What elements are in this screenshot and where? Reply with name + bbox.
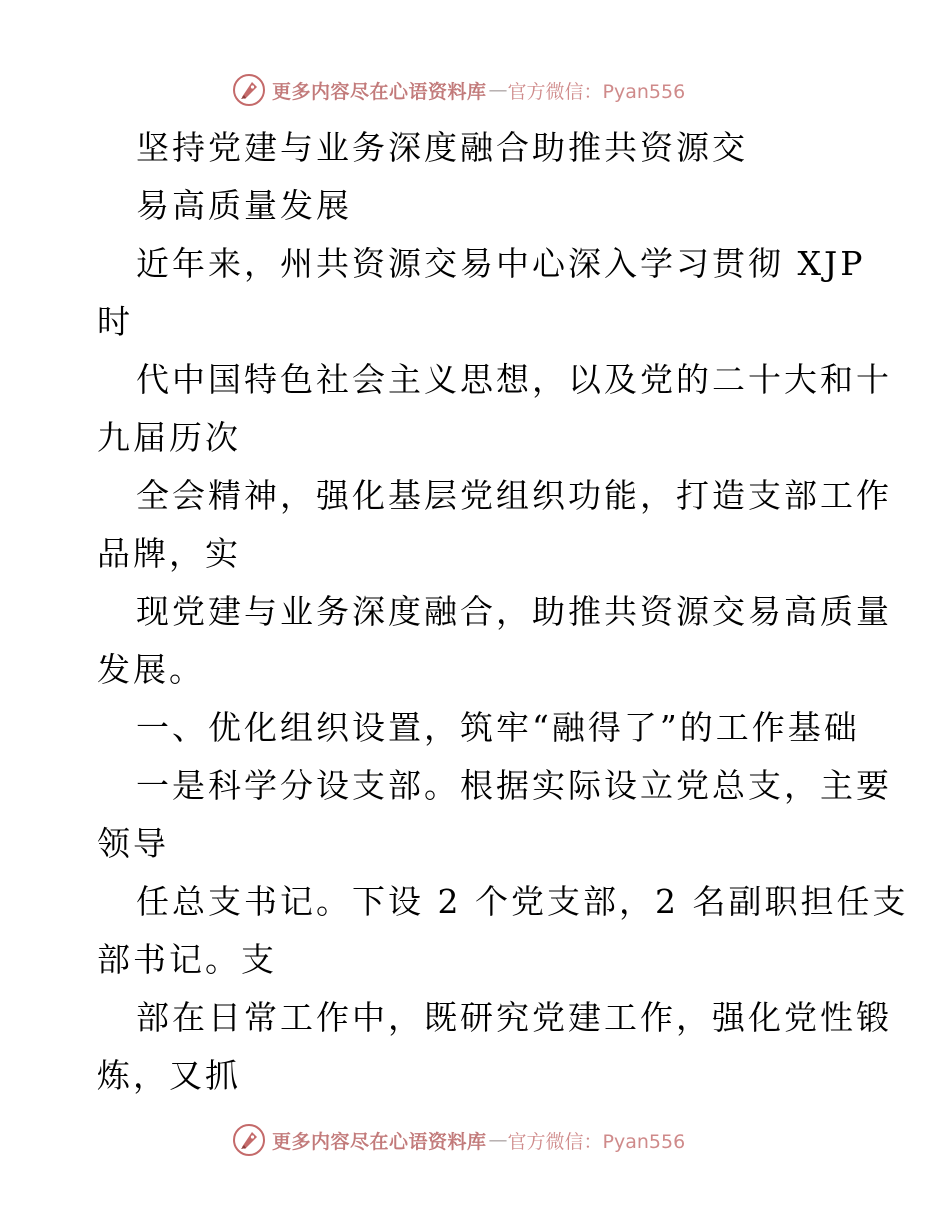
document-title-line-2: 易高质量发展 <box>136 186 352 225</box>
watermark-separator: — <box>488 79 508 101</box>
watermark-contact: 官方微信：Pyan556 <box>507 1130 686 1153</box>
body-line: 代中国特色社会主义思想，以及党的二十大和十 <box>136 360 892 399</box>
body-line: 全会精神，强化基层党组织功能，打造支部工作 <box>136 476 892 515</box>
watermark-separator: — <box>488 1129 508 1151</box>
body-line: 近年来，州共资源交易中心深入学习贯彻 XJP <box>136 244 866 283</box>
body-line: 部书记。支 <box>97 940 277 979</box>
body-line: 九届历次 <box>97 418 241 457</box>
body-line: 任总支书记。下设 2 个党支部，2 名副职担任支 <box>136 882 909 921</box>
body-line: 部在日常工作中，既研究党建工作，强化党性锻 <box>136 998 892 1037</box>
watermark-contact: 官方微信：Pyan556 <box>507 80 686 103</box>
body-line: 品牌，实 <box>97 534 241 573</box>
pen-nib-logo-icon <box>232 73 266 107</box>
watermark-text: 更多内容尽在心语资料库 <box>272 80 487 103</box>
header-watermark <box>232 70 732 110</box>
body-line: 领导 <box>97 824 169 863</box>
body-line: 现党建与业务深度融合，助推共资源交易高质量 <box>136 592 892 631</box>
footer-watermark <box>232 1120 732 1160</box>
body-line: 一是科学分设支部。根据实际设立党总支，主要 <box>136 766 892 805</box>
body-line: 发展。 <box>97 650 205 689</box>
document-title-line-1: 坚持党建与业务深度融合助推共资源交 <box>136 128 748 167</box>
pen-nib-logo-icon <box>232 1123 266 1157</box>
section-heading: 一、优化组织设置，筑牢“融得了”的工作基础 <box>136 708 860 747</box>
body-line: 炼，又抓 <box>97 1056 241 1095</box>
body-line: 时 <box>97 302 133 341</box>
watermark-text: 更多内容尽在心语资料库 <box>272 1130 487 1153</box>
